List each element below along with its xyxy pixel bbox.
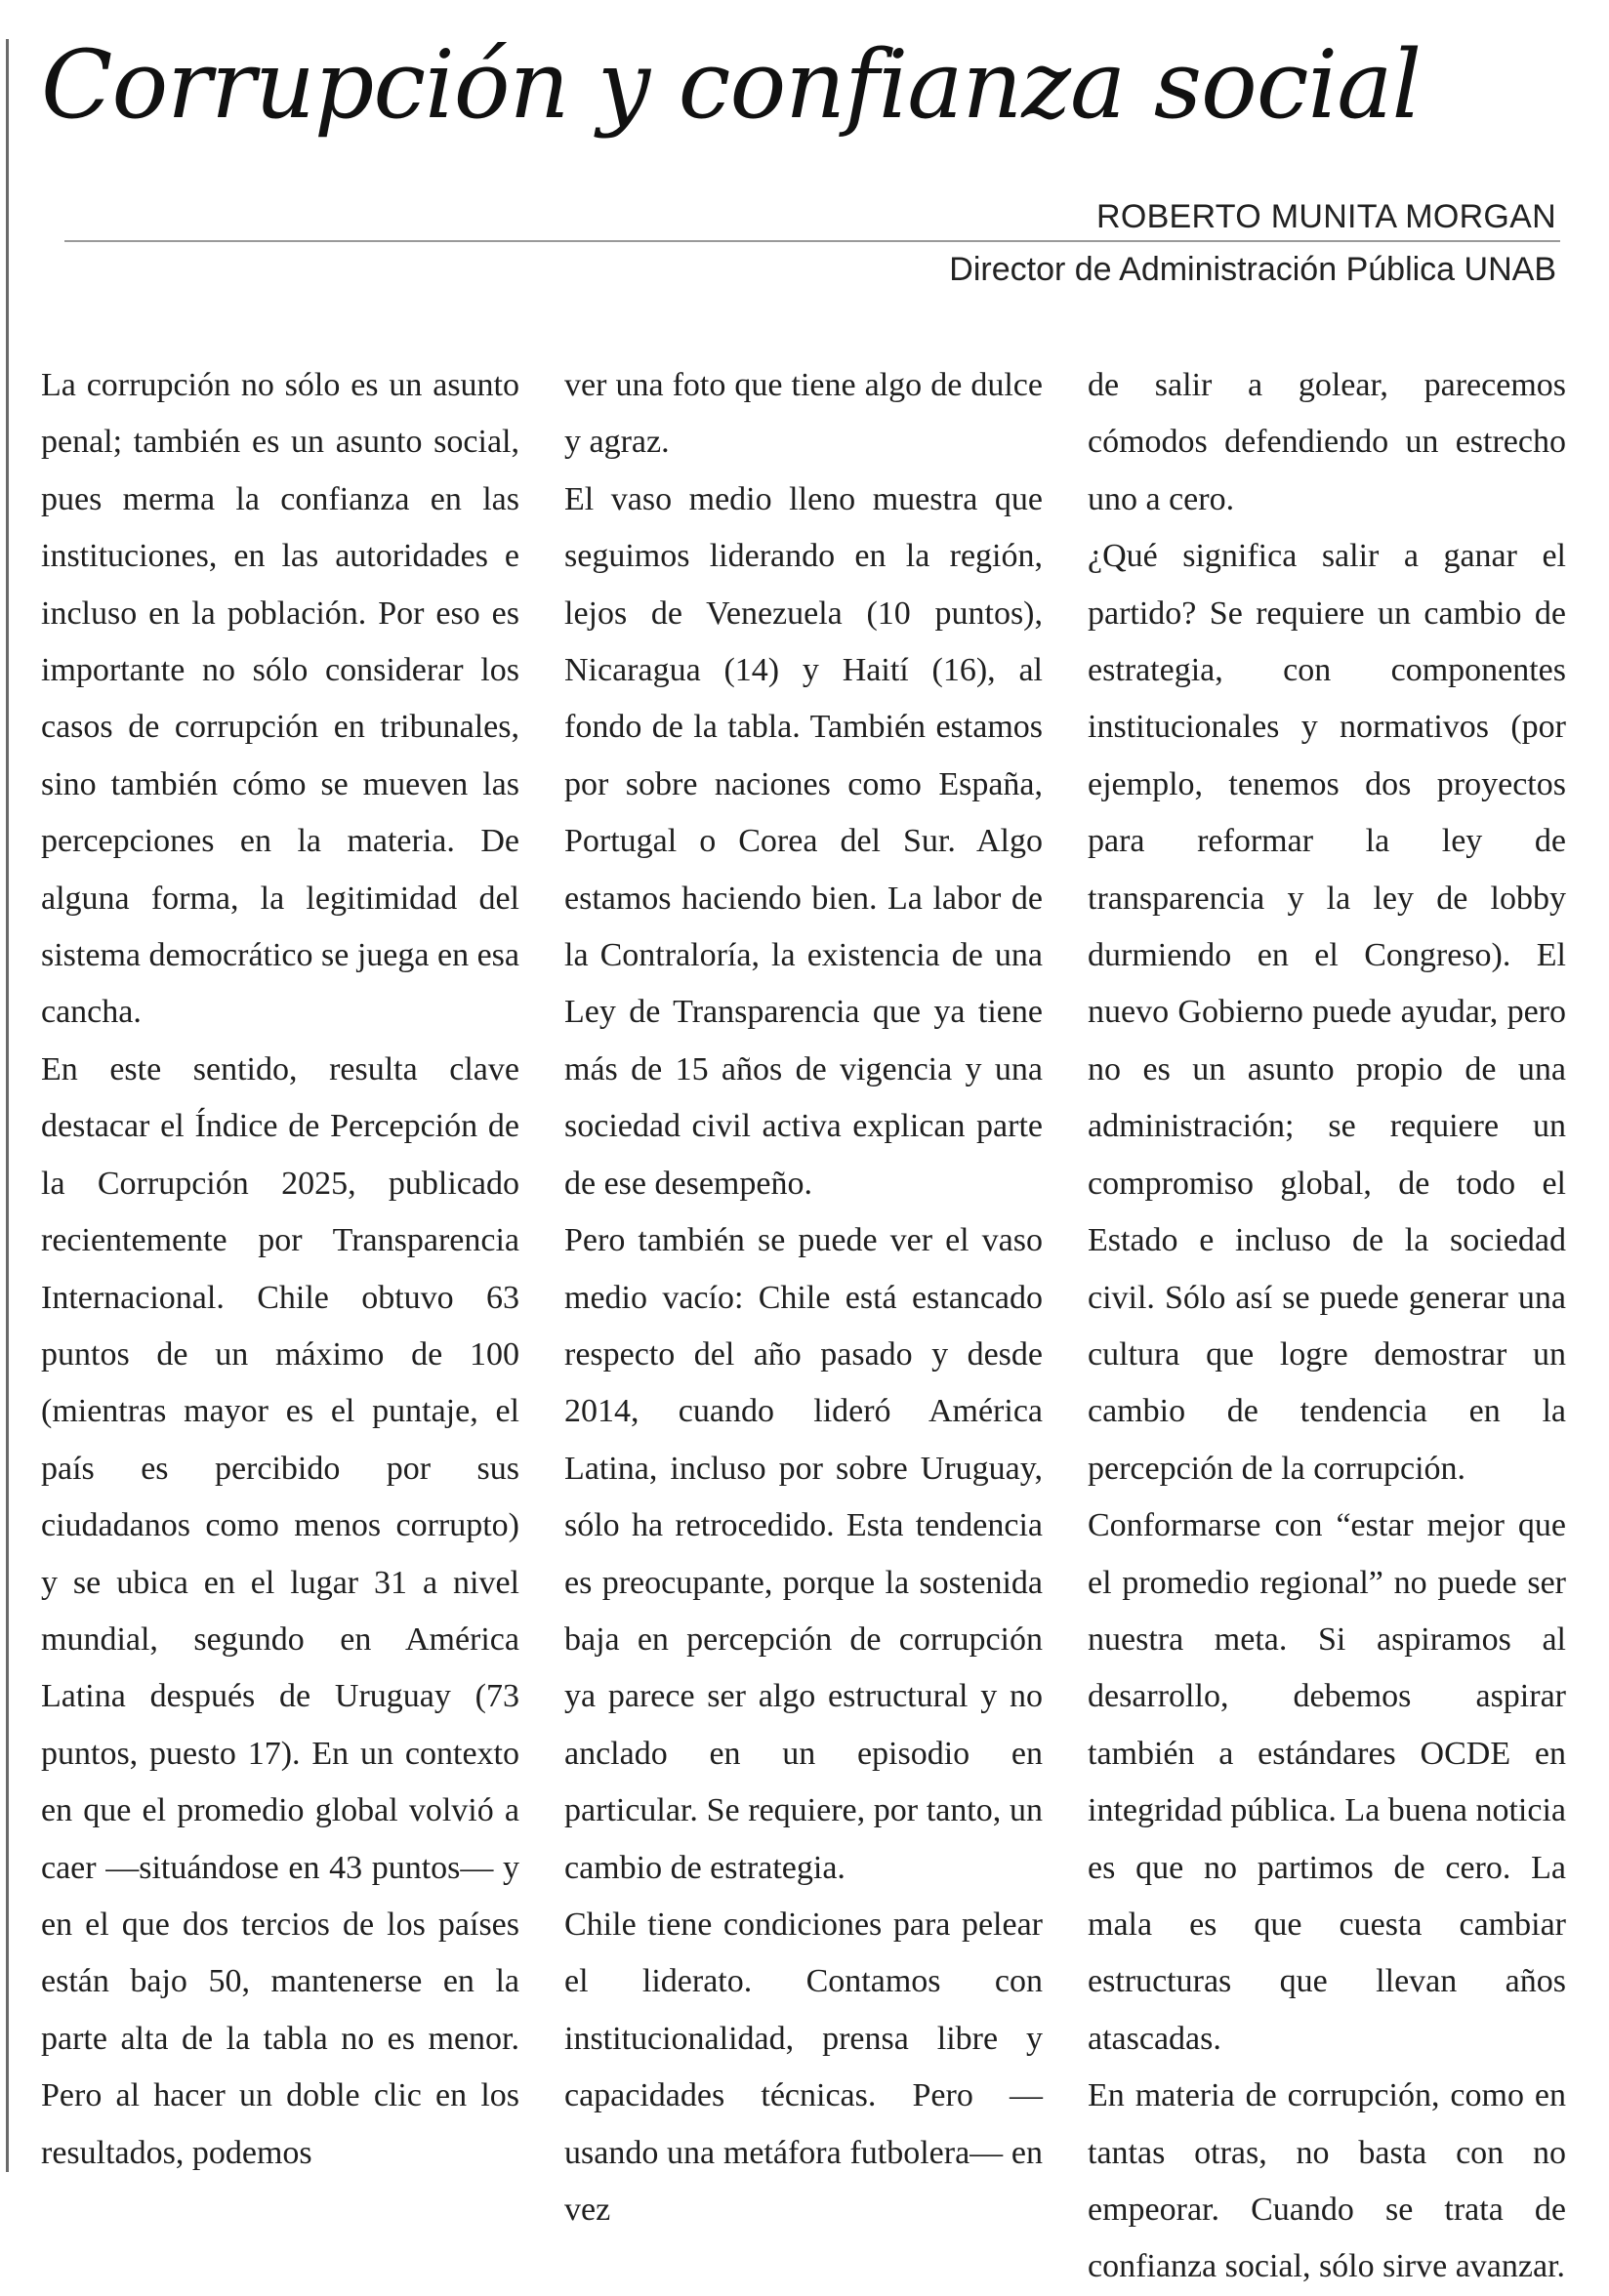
page-left-rule (6, 39, 9, 2172)
paragraph: ¿Qué significa salir a ganar el partido? Se requiere un cambio de estrategia, con componentes institucionales y normativos (por ejemplo, tenemos dos proyectos para reformar la ley de transparencia y la ley de lobby durmiendo en el Congreso). El nuevo Gobierno puede ayudar, pero no es un asunto propio de una administración; se requiere un compromiso global, de todo el Estado e incluso de la sociedad civil. Sólo así se puede generar una cultura que logre demostrar un cambio de tendencia en la percepción de la corrupción. (1088, 538, 1566, 1487)
article-body (41, 357, 1566, 2285)
paragraph: En materia de corrupción, como en tantas otras, no basta con no empeorar. Cuando se trata de confianza social, sólo sirve avanzar. (1088, 2077, 1566, 2285)
paragraph: Chile tiene condiciones para pelear el liderato. Contamos con institucionalidad, prensa libre y capacidades técnicas. Pero —usando una metáfora futbolera— en vez (564, 1906, 1043, 2228)
paragraph: ver una foto que tiene algo de dulce y agraz. (564, 367, 1043, 461)
author-name: ROBERTO MUNITA MORGAN (1095, 198, 1556, 235)
paragraph: La corrupción no sólo es un asunto penal; también es un asunto social, pues merma la confianza en las instituciones, en las autoridades e incluso en la población. Por eso es importante no sólo considerar los casos de corrupción en tribunales, sino también cómo se mueven las percepciones en la materia. De alguna forma, la legitimidad del sistema democrático se juega en esa cancha. (41, 367, 519, 1031)
article-headline: Corrupción y confianza social (41, 30, 1422, 140)
paragraph: En este sentido, resulta clave destacar el Índice de Percepción de la Corrupción 2025, publicado recientemente por Transparencia Internacional. Chile obtuvo 63 puntos de un máximo de 100 (mientras mayor es el puntaje, el país es percibido por sus ciudadanos como menos corrupto) y se ubica en el lugar 31 a nivel mundial, segundo en América Latina después de Uruguay (73 puntos, puesto 17). En un contexto en que el promedio global volvió a caer —situándose en 43 puntos— y en el que dos tercios de los países están bajo 50, mantenerse en la parte alta de la tabla no es menor. Pero al hacer un doble clic en los resultados, podemos (41, 1050, 519, 2171)
paragraph: de salir a golear, parecemos cómodos defendiendo un estrecho uno a cero. (1088, 367, 1566, 517)
article-column-1 (41, 357, 519, 2193)
article-column-3 (1088, 357, 1566, 2285)
author-role: Director de Administración Pública UNAB (949, 251, 1556, 288)
article-column-2 (564, 357, 1043, 2228)
paragraph: Pero también se puede ver el vaso medio vacío: Chile está estancado respecto del año pasado y desde 2014, cuando lideró América Latina, incluso por sobre Uruguay, sólo ha retrocedido. Esta tendencia es preocupante, porque la sostenida baja en percepción de corrupción ya parece ser algo estructural y no anclado en un episodio en particular. Se requiere, por tanto, un cambio de estrategia. (564, 1222, 1043, 1886)
paragraph: Conformarse con “estar mejor que el promedio regional” no puede ser nuestra meta. Si aspiramos al desarrollo, debemos aspirar también a estándares OCDE en integridad pública. La buena noticia es que no partimos de cero. La mala es que cuesta cambiar estructuras que llevan años atascadas. (1088, 1507, 1566, 2057)
paragraph: El vaso medio lleno muestra que seguimos liderando en la región, lejos de Venezuela (10 puntos), Nicaragua (14) y Haití (16), al fondo de la tabla. También estamos por sobre naciones como España, Portugal o Corea del Sur. Algo estamos haciendo bien. La labor de la Contraloría, la existencia de una Ley de Transparencia que ya tiene más de 15 años de vigencia y una sociedad civil activa explican parte de ese desempeño. (564, 480, 1043, 1202)
byline-divider (64, 240, 1560, 242)
